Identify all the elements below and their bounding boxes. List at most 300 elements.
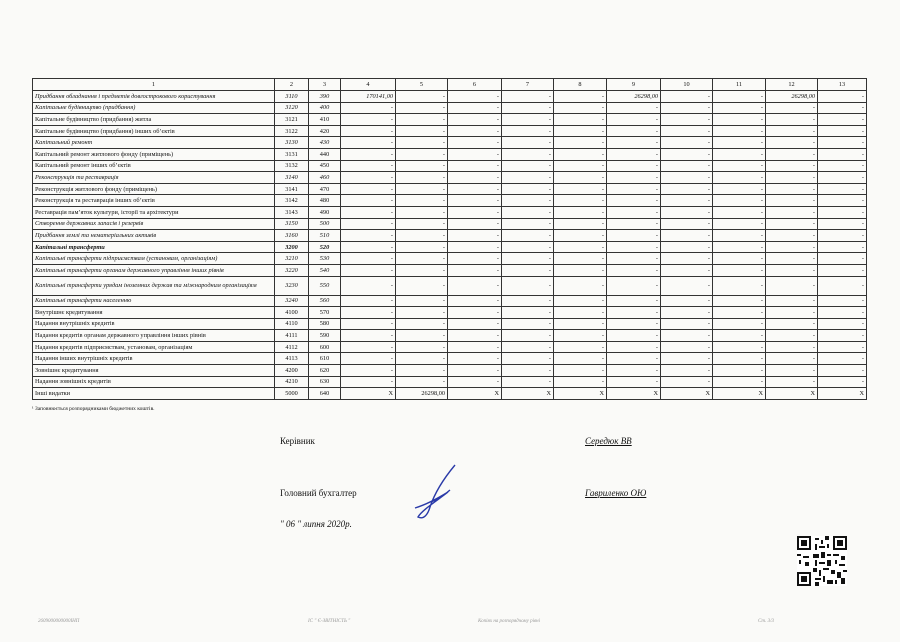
value-cell: 26298,00 [396, 388, 448, 400]
column-header: 11 [713, 79, 766, 91]
row-line-code: 410 [309, 114, 341, 126]
value-cell: - [661, 218, 713, 230]
value-cell: - [607, 341, 661, 353]
value-cell: - [554, 307, 607, 319]
value-cell: - [607, 295, 661, 307]
table-row [33, 253, 867, 265]
value-cell: - [661, 160, 713, 172]
value-cell: - [818, 160, 867, 172]
value-cell: - [661, 102, 713, 114]
value-cell: - [766, 241, 818, 253]
value-cell: - [766, 365, 818, 377]
bottom-info-strip [38, 619, 858, 627]
value-cell: - [818, 276, 867, 295]
row-name: Зовнішнє кредитування [33, 365, 275, 377]
row-line-code: 450 [309, 160, 341, 172]
value-cell: - [396, 183, 448, 195]
table-row [33, 365, 867, 377]
value-cell: - [448, 148, 502, 160]
row-name: Надання кредитів підприємствам, установам, організаціям [33, 341, 275, 353]
table-row [33, 160, 867, 172]
value-cell: - [607, 218, 661, 230]
value-cell: - [818, 341, 867, 353]
value-cell: - [713, 172, 766, 184]
value-cell: - [818, 307, 867, 319]
row-name: Капітальні трансферти підприємствам (установам, організаціям) [33, 253, 275, 265]
value-cell: - [766, 148, 818, 160]
value-cell: - [818, 91, 867, 103]
value-cell: - [396, 253, 448, 265]
row-name: Створення державних запасів і резервів [33, 218, 275, 230]
value-cell: - [554, 295, 607, 307]
value-cell: - [341, 365, 396, 377]
value-cell: - [818, 172, 867, 184]
row-name: Капітальні трансферти урядам іноземних держав та міжнародним організаціям [33, 276, 275, 295]
value-cell: - [713, 295, 766, 307]
row-code: 3200 [275, 241, 309, 253]
value-cell: - [607, 137, 661, 149]
row-line-code: 560 [309, 295, 341, 307]
value-cell: - [448, 276, 502, 295]
row-code: 4110 [275, 318, 309, 330]
value-cell: - [448, 218, 502, 230]
value-cell: - [766, 230, 818, 242]
value-cell: X [554, 388, 607, 400]
value-cell: - [766, 206, 818, 218]
value-cell: - [502, 137, 554, 149]
value-cell: - [713, 218, 766, 230]
value-cell: - [713, 318, 766, 330]
table-row [33, 230, 867, 242]
value-cell: - [396, 295, 448, 307]
value-cell: - [713, 365, 766, 377]
row-code: 4112 [275, 341, 309, 353]
row-code: 3130 [275, 137, 309, 149]
table-row [33, 241, 867, 253]
value-cell: X [448, 388, 502, 400]
value-cell: - [766, 295, 818, 307]
row-code: 4200 [275, 365, 309, 377]
value-cell: - [818, 318, 867, 330]
value-cell: - [766, 276, 818, 295]
accountant-name: Гавриленко ОЮ [585, 488, 647, 498]
value-cell: - [766, 341, 818, 353]
row-code: 4210 [275, 376, 309, 388]
table-row [33, 172, 867, 184]
value-cell: - [341, 307, 396, 319]
row-code: 3121 [275, 114, 309, 126]
row-name: Капітальні трансферти населенню [33, 295, 275, 307]
value-cell: - [341, 264, 396, 276]
value-cell: - [661, 276, 713, 295]
row-name: Надання кредитів органам державного управління інших рівнів [33, 330, 275, 342]
value-cell: - [713, 264, 766, 276]
value-cell: - [818, 376, 867, 388]
value-cell: - [713, 125, 766, 137]
table-row [33, 91, 867, 103]
value-cell: - [502, 341, 554, 353]
table-row [33, 206, 867, 218]
value-cell: - [502, 264, 554, 276]
value-cell: - [554, 253, 607, 265]
value-cell: - [554, 264, 607, 276]
row-code: 3122 [275, 125, 309, 137]
row-code: 4113 [275, 353, 309, 365]
value-cell: - [502, 102, 554, 114]
row-code: 3240 [275, 295, 309, 307]
row-name: Надання зовнішніх кредитів [33, 376, 275, 388]
value-cell: - [341, 218, 396, 230]
value-cell: - [661, 148, 713, 160]
value-cell: - [607, 206, 661, 218]
value-cell: - [396, 172, 448, 184]
value-cell: - [341, 330, 396, 342]
row-line-code: 630 [309, 376, 341, 388]
value-cell: - [502, 307, 554, 319]
value-cell: - [341, 295, 396, 307]
row-line-code: 620 [309, 365, 341, 377]
value-cell: - [554, 341, 607, 353]
value-cell: X [661, 388, 713, 400]
value-cell: - [448, 341, 502, 353]
column-header: 6 [448, 79, 502, 91]
column-header: 10 [661, 79, 713, 91]
column-header: 1 [33, 79, 275, 91]
row-line-code: 640 [309, 388, 341, 400]
value-cell: - [554, 160, 607, 172]
value-cell: - [607, 276, 661, 295]
value-cell: - [502, 276, 554, 295]
value-cell: - [448, 330, 502, 342]
value-cell: - [713, 341, 766, 353]
value-cell: - [341, 183, 396, 195]
value-cell: - [818, 241, 867, 253]
value-cell: - [448, 295, 502, 307]
value-cell: - [661, 318, 713, 330]
column-header: 2 [275, 79, 309, 91]
value-cell: - [818, 218, 867, 230]
row-line-code: 510 [309, 230, 341, 242]
value-cell: - [396, 341, 448, 353]
row-name: Капітальне будівництво (придбання) інших об’єктів [33, 125, 275, 137]
value-cell: - [766, 353, 818, 365]
strip-code: 2609000000000ІНП [38, 619, 80, 624]
value-cell: - [554, 148, 607, 160]
value-cell: - [396, 330, 448, 342]
value-cell: - [607, 230, 661, 242]
value-cell: - [713, 148, 766, 160]
value-cell: - [554, 230, 607, 242]
table-row [33, 102, 867, 114]
column-header: 9 [607, 79, 661, 91]
value-cell: - [554, 91, 607, 103]
column-header: 8 [554, 79, 607, 91]
column-header: 4 [341, 79, 396, 91]
row-line-code: 530 [309, 253, 341, 265]
row-line-code: 520 [309, 241, 341, 253]
value-cell: - [607, 195, 661, 207]
value-cell: - [607, 160, 661, 172]
value-cell: - [713, 183, 766, 195]
value-cell: - [766, 114, 818, 126]
value-cell: - [448, 264, 502, 276]
value-cell: - [607, 264, 661, 276]
value-cell: - [396, 148, 448, 160]
value-cell: - [448, 137, 502, 149]
value-cell: - [341, 114, 396, 126]
value-cell: - [818, 125, 867, 137]
value-cell: - [341, 206, 396, 218]
column-header: 3 [309, 79, 341, 91]
value-cell: - [818, 137, 867, 149]
value-cell: - [502, 376, 554, 388]
row-line-code: 600 [309, 341, 341, 353]
value-cell: - [341, 102, 396, 114]
table-row [33, 114, 867, 126]
value-cell: - [661, 125, 713, 137]
row-code: 3142 [275, 195, 309, 207]
value-cell: - [607, 148, 661, 160]
signature-scribble [410, 462, 465, 522]
value-cell: X [713, 388, 766, 400]
value-cell: - [607, 330, 661, 342]
value-cell: - [661, 195, 713, 207]
report-table [32, 78, 867, 400]
value-cell: - [818, 206, 867, 218]
table-row [33, 195, 867, 207]
value-cell: - [607, 102, 661, 114]
row-name: Капітальне будівництво (придбання) житла [33, 114, 275, 126]
value-cell: 26298,00 [607, 91, 661, 103]
value-cell: - [818, 295, 867, 307]
value-cell: - [448, 307, 502, 319]
table-row [33, 376, 867, 388]
value-cell: - [396, 195, 448, 207]
row-line-code: 570 [309, 307, 341, 319]
value-cell: - [554, 195, 607, 207]
column-header: 5 [396, 79, 448, 91]
value-cell: - [341, 341, 396, 353]
value-cell: - [341, 318, 396, 330]
value-cell: - [713, 114, 766, 126]
row-name: Реконструкція житлового фонду (приміщень) [33, 183, 275, 195]
accountant-label: Головний бухгалтер [280, 488, 357, 498]
value-cell: - [766, 307, 818, 319]
value-cell: - [607, 183, 661, 195]
value-cell: - [818, 114, 867, 126]
row-line-code: 400 [309, 102, 341, 114]
table-row [33, 125, 867, 137]
value-cell: - [661, 253, 713, 265]
value-cell: - [554, 376, 607, 388]
value-cell: - [607, 253, 661, 265]
report-date: " 06 " липня 2020р. [280, 519, 352, 529]
row-line-code: 430 [309, 137, 341, 149]
value-cell: - [766, 253, 818, 265]
footnote: ¹ Заповнюється розпорядниками бюджетних коштів. [32, 406, 155, 412]
value-cell: - [554, 218, 607, 230]
row-line-code: 550 [309, 276, 341, 295]
strip-page: Ст. 3/3 [758, 619, 774, 624]
value-cell: X [766, 388, 818, 400]
value-cell: - [713, 276, 766, 295]
value-cell: - [502, 230, 554, 242]
value-cell: - [818, 365, 867, 377]
value-cell: - [661, 341, 713, 353]
value-cell: - [502, 195, 554, 207]
row-name: Капітальний ремонт інших об’єктів [33, 160, 275, 172]
value-cell: - [713, 102, 766, 114]
row-code: 3132 [275, 160, 309, 172]
row-line-code: 490 [309, 206, 341, 218]
value-cell: - [766, 160, 818, 172]
value-cell: - [713, 91, 766, 103]
value-cell: - [661, 241, 713, 253]
row-name: Капітальний ремонт [33, 137, 275, 149]
qr-code-icon [797, 536, 847, 586]
row-name: Внутрішнє кредитування [33, 307, 275, 319]
value-cell: - [341, 353, 396, 365]
value-cell: - [502, 160, 554, 172]
column-header: 12 [766, 79, 818, 91]
value-cell: - [448, 318, 502, 330]
row-line-code: 390 [309, 91, 341, 103]
value-cell: - [607, 307, 661, 319]
value-cell: - [818, 330, 867, 342]
row-code: 3131 [275, 148, 309, 160]
table-row [33, 318, 867, 330]
row-name: Надання інших внутрішніх кредитів [33, 353, 275, 365]
row-name: Придбання землі та нематеріальних активів [33, 230, 275, 242]
row-line-code: 470 [309, 183, 341, 195]
value-cell: - [502, 148, 554, 160]
value-cell: - [554, 353, 607, 365]
table-row [33, 218, 867, 230]
value-cell: - [607, 365, 661, 377]
value-cell: - [661, 114, 713, 126]
value-cell: - [341, 230, 396, 242]
value-cell: - [766, 318, 818, 330]
value-cell: - [713, 307, 766, 319]
value-cell: - [766, 125, 818, 137]
value-cell: - [502, 114, 554, 126]
row-name: Реконструкція та реставрація [33, 172, 275, 184]
value-cell: X [502, 388, 554, 400]
value-cell: - [766, 172, 818, 184]
value-cell: - [396, 206, 448, 218]
value-cell: - [713, 376, 766, 388]
value-cell: - [766, 218, 818, 230]
head-name: Середюк ВВ [585, 436, 632, 446]
value-cell: - [818, 183, 867, 195]
row-code: 3220 [275, 264, 309, 276]
row-code: 3141 [275, 183, 309, 195]
table-row [33, 341, 867, 353]
value-cell: - [661, 230, 713, 242]
row-code: 3160 [275, 230, 309, 242]
row-code: 3110 [275, 91, 309, 103]
value-cell: - [713, 330, 766, 342]
row-line-code: 590 [309, 330, 341, 342]
row-line-code: 540 [309, 264, 341, 276]
table-row [33, 330, 867, 342]
value-cell: - [554, 114, 607, 126]
value-cell: 170141,00 [341, 91, 396, 103]
row-line-code: 420 [309, 125, 341, 137]
value-cell: - [448, 353, 502, 365]
row-line-code: 500 [309, 218, 341, 230]
value-cell: - [502, 365, 554, 377]
value-cell: - [554, 330, 607, 342]
value-cell: - [607, 376, 661, 388]
value-cell: - [396, 218, 448, 230]
value-cell: - [554, 206, 607, 218]
value-cell: - [341, 195, 396, 207]
value-cell: - [396, 276, 448, 295]
value-cell: - [661, 137, 713, 149]
value-cell: - [396, 137, 448, 149]
value-cell: - [502, 318, 554, 330]
value-cell: - [502, 218, 554, 230]
value-cell: - [766, 137, 818, 149]
row-name: Капітальні трансферти [33, 241, 275, 253]
value-cell: - [448, 230, 502, 242]
value-cell: - [448, 195, 502, 207]
value-cell: - [396, 102, 448, 114]
value-cell: - [502, 353, 554, 365]
value-cell: - [341, 137, 396, 149]
value-cell: - [766, 330, 818, 342]
value-cell: - [502, 125, 554, 137]
value-cell: - [502, 330, 554, 342]
value-cell: - [607, 353, 661, 365]
value-cell: - [554, 172, 607, 184]
value-cell: - [554, 183, 607, 195]
value-cell: - [448, 160, 502, 172]
value-cell: - [502, 295, 554, 307]
value-cell: - [713, 353, 766, 365]
row-name: Придбання обладнання і предметів довгострокового користування [33, 91, 275, 103]
value-cell: - [341, 160, 396, 172]
value-cell: - [661, 172, 713, 184]
row-code: 4111 [275, 330, 309, 342]
table-row [33, 307, 867, 319]
value-cell: - [341, 376, 396, 388]
value-cell: - [713, 206, 766, 218]
value-cell: - [661, 295, 713, 307]
value-cell: - [818, 253, 867, 265]
value-cell: - [341, 253, 396, 265]
row-line-code: 460 [309, 172, 341, 184]
strip-system: IС " Є-ЗВІТНІСТЬ " [308, 619, 351, 624]
value-cell: - [818, 264, 867, 276]
row-name: Надання внутрішніх кредитів [33, 318, 275, 330]
value-cell: - [502, 183, 554, 195]
value-cell: - [661, 330, 713, 342]
value-cell: - [396, 125, 448, 137]
table-row [33, 353, 867, 365]
value-cell: - [554, 102, 607, 114]
value-cell: - [713, 230, 766, 242]
value-cell: - [766, 102, 818, 114]
row-line-code: 440 [309, 148, 341, 160]
value-cell: - [341, 276, 396, 295]
value-cell: - [448, 172, 502, 184]
value-cell: - [502, 253, 554, 265]
row-code: 3120 [275, 102, 309, 114]
value-cell: - [661, 353, 713, 365]
value-cell: - [341, 125, 396, 137]
